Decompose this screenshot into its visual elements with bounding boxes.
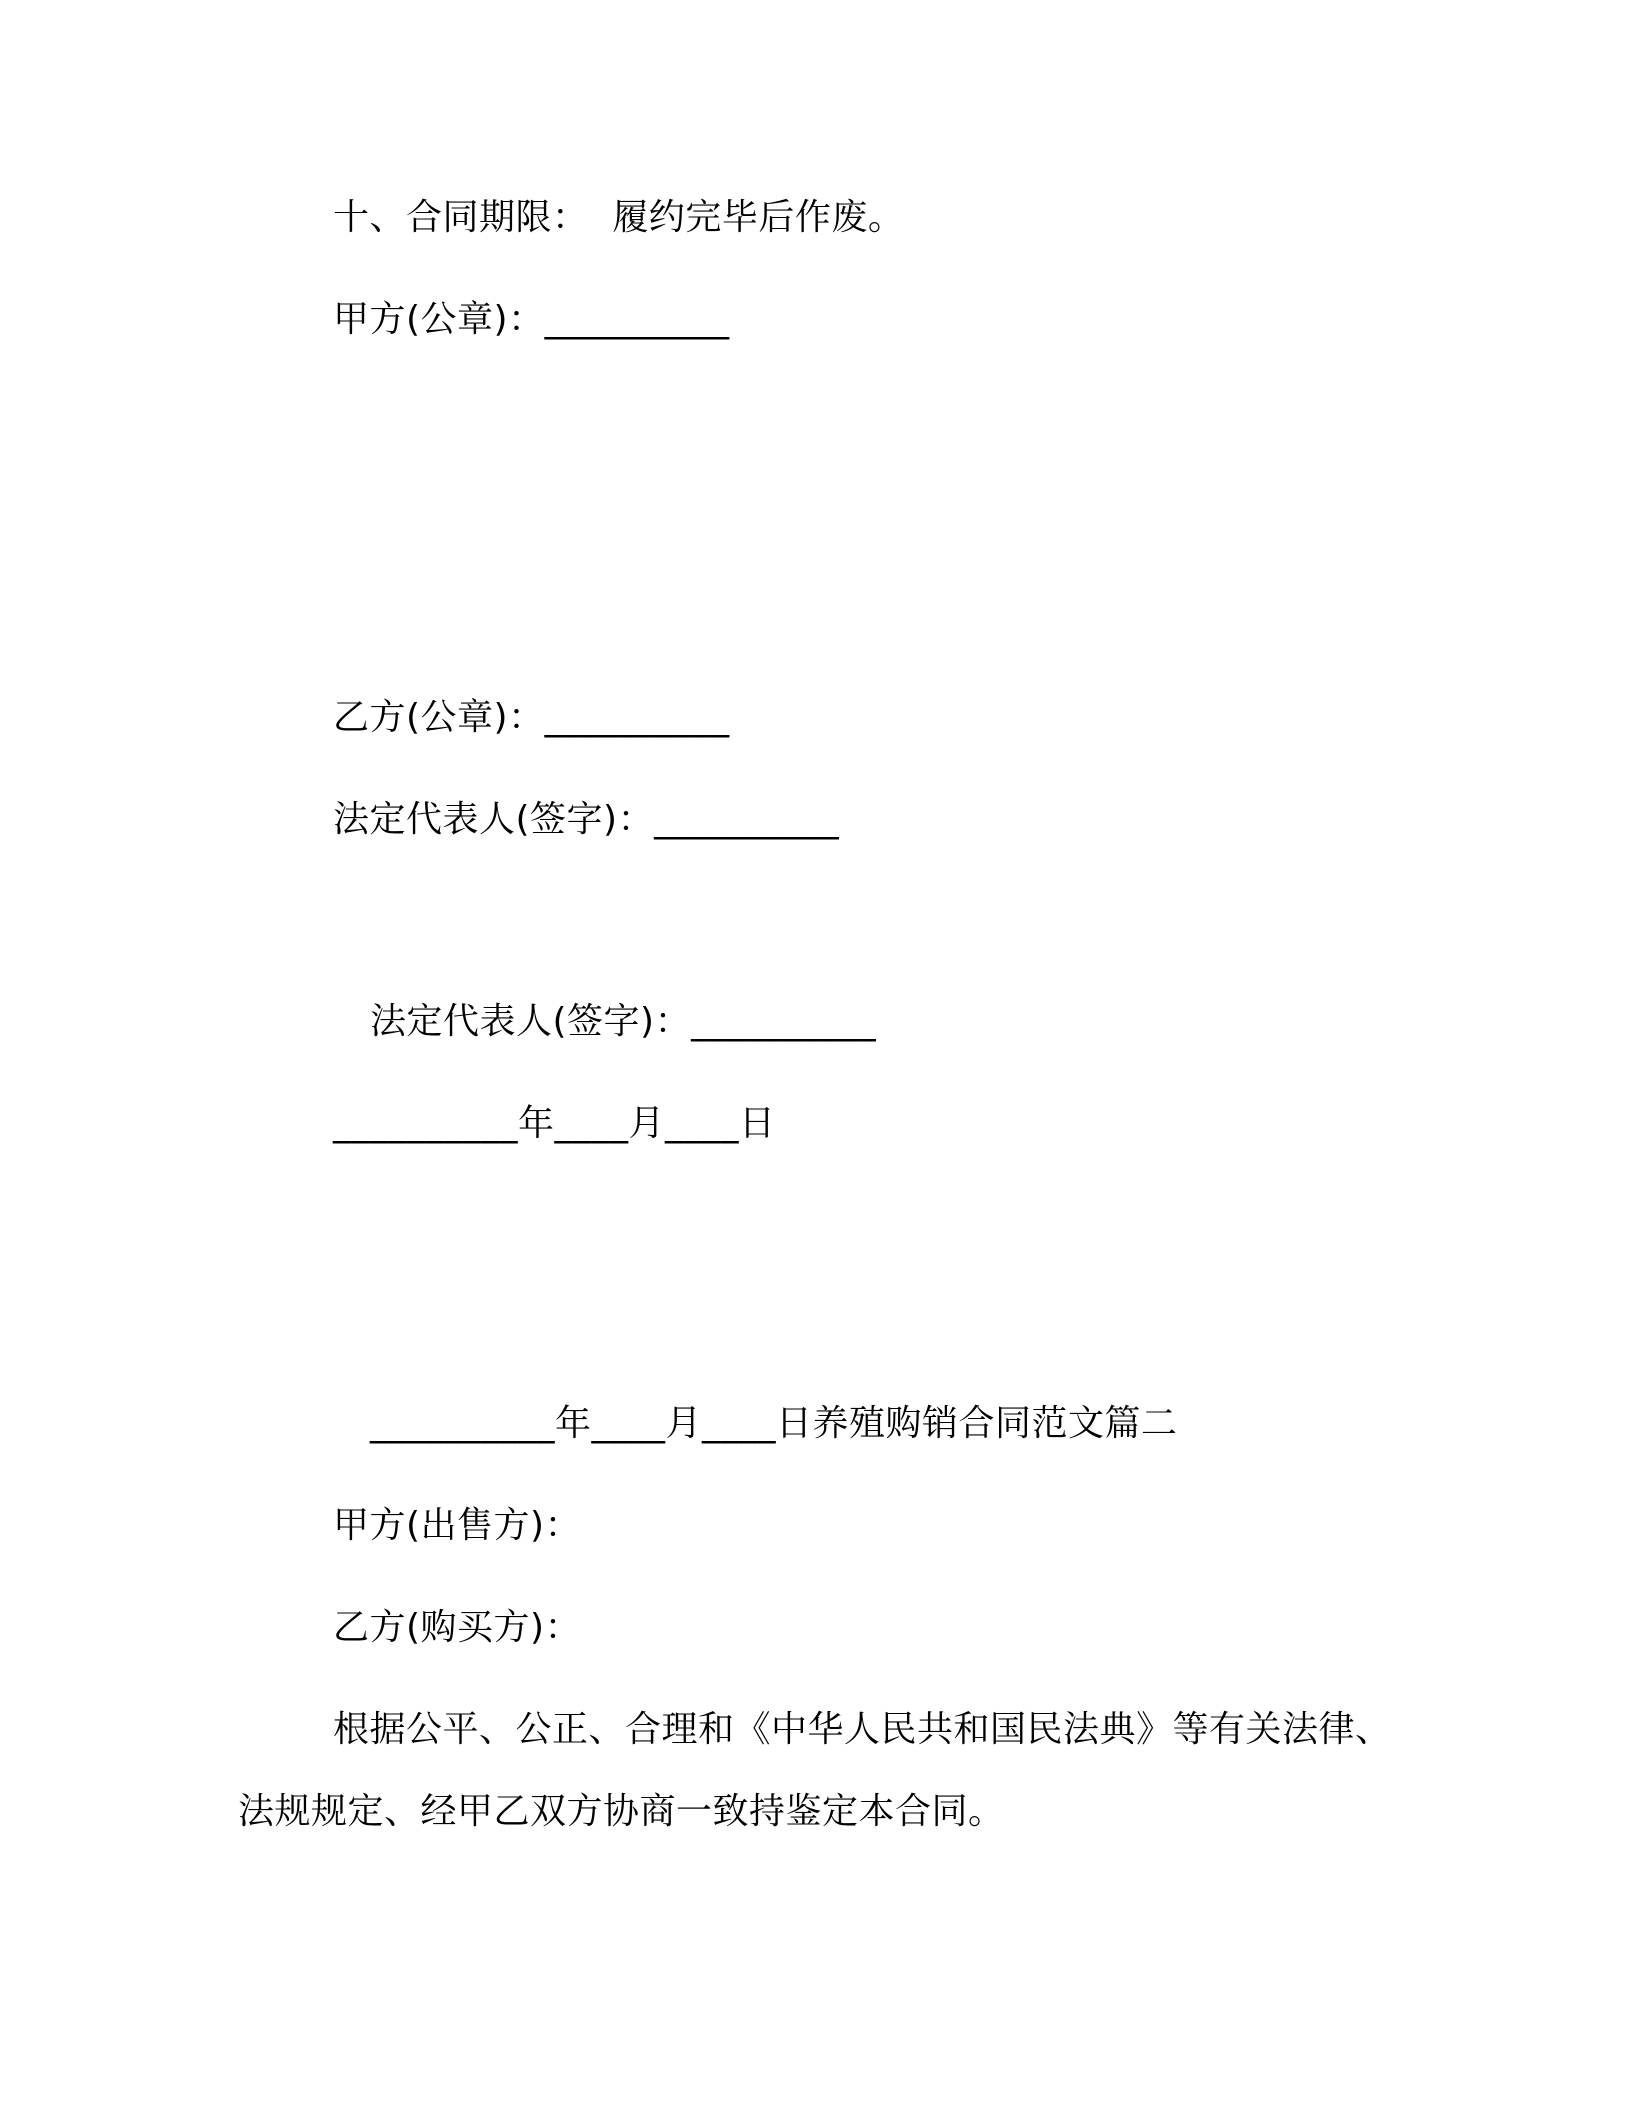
party-b-buyer-line: 乙方(购买方)： (333, 1607, 582, 1648)
preamble-paragraph-line-2: 法规规定、经甲乙双方协商一致持鉴定本合同。 (238, 1791, 1005, 1832)
party-a-seller-line: 甲方(出售方)： (333, 1505, 582, 1546)
legal-representative-signature-line: 法定代表人(签字)：__________ (333, 799, 840, 840)
date-line: __________年____月____日 (333, 1103, 776, 1144)
party-a-seal-line: 甲方(公章)：__________ (333, 299, 730, 340)
legal-representative-signature-line-2: 法定代表人(签字)：__________ (370, 1001, 877, 1042)
preamble-paragraph-line-1: 根据公平、公正、合理和《中华人民共和国民法典》等有关法律、 (333, 1709, 1392, 1750)
contract-term-clause: 十、合同期限： 履约完毕后作废。 (333, 197, 905, 238)
section-title-date-line: __________年____月____日养殖购销合同范文篇二 (370, 1403, 1178, 1444)
party-b-seal-line: 乙方(公章)：__________ (333, 697, 730, 738)
